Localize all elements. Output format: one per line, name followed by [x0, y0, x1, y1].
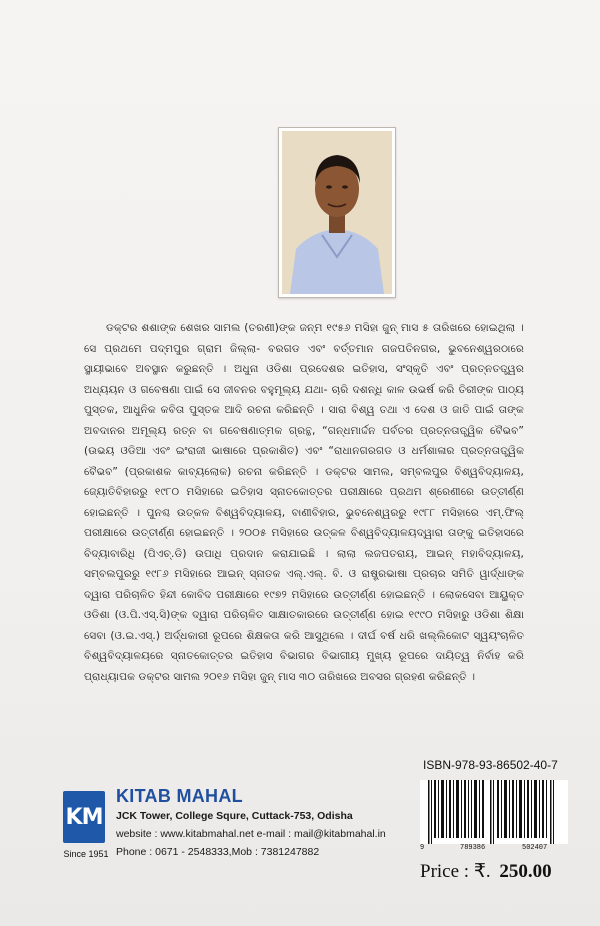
publisher-logo-letters: KM: [65, 804, 103, 830]
author-photo-frame: [278, 127, 396, 298]
price: [420, 860, 552, 883]
publisher-logo: [63, 791, 105, 843]
isbn-label: ISBN-978-93-86502-40-7: [423, 758, 558, 772]
publisher-phone: Phone : 0671 - 2548333,Mob : 7381247882: [116, 846, 320, 858]
barcode-image: [420, 780, 568, 844]
barcode-digit-lead: 9: [420, 844, 425, 852]
publisher-address: JCK Tower, College Squre, Cuttack-753, Odisha: [116, 810, 353, 822]
author-biography: ଡକ୍ଟର ଶଶାଙ୍କ ଶେଖର ସାମଲ (ତରଣୀ)ଙ୍କ ଜନ୍ମ ୧୯୫୬ ମସିହା ଜୁନ୍ ମାସ ୫ ତାରିଖରେ ହୋଇଥିଲା । ସେ ପ୍ରଥମେ ପଦ୍ମପୁର ଗ୍ରାମ ଜିଲ୍ଲା- ବରଗଡ ଏବଂ ବର୍ତ୍ତମାନ ଗଜପତିନଗର, ଭୁବନେଶ୍ୱରଠାରେ ସ୍ଥାୟୀଭାବେ ଅବସ୍ଥାନ କରୁଛନ୍ତି । ଅଧୁନା ଓଡିଶା ପ୍ରଦେଶର ଇତିହାସ, ସଂସ୍କୃତି ଏବଂ ପ୍ରତ୍ନତତ୍ତ୍ୱର ଅଧ୍ୟୟନ ଓ ଗବେଷଣା ପାଇଁ ସେ ଜୀବନର ବହୁମୂଲ୍ୟ ଯଥା- ଚାରି ଦଶନ୍ଧି କାଳ ଉଭର୍ଷ କରି ତିରୀଙ୍କ ପାଠ୍ୟ ପୁସ୍ତକ, ଆଧୁନିକ କବିତା ପୁସ୍ତକ ଆଦି ରଚନା କରିଛନ୍ତି । ସାରା ବିଶ୍ୱ ତଥା ଏ ଦେଶ ଓ ଜାତି ପାଇଁ ତାଙ୍କ ଅବଦାନର ଅମୂଲ୍ୟ ରତ୍ନ ବା ଗବେଷଣାତ୍ମକ ଗ୍ରନ୍ଥ, “ଗନ୍ଧମାର୍ଦ୍ଦନ ପର୍ବତର ପ୍ରତ୍ନତାତ୍ତ୍ୱିକ ବୈଭବ” (ଉଭୟ ଓଡିଆ ଏବଂ ଇଂରାଜୀ ଭାଷାରେ ପ୍ରକାଶିତ) ଏବଂ “ରାଧାନଗରଗଡ ଓ ଧର୍ମଶାଳାର ପ୍ରତ୍ନତାତ୍ତ୍ୱିକ ବୈଭବ” (ପ୍ରକାଶକ କାବ୍ୟଲୋକ) ରଚନା କରିଛନ୍ତି । ଡକ୍ଟର ସାମଲ, ସମ୍ବଲପୁର ବିଶ୍ୱବିଦ୍ୟାଳୟ, ଜ୍ୟୋତିବିହାରରୁ ୧୯୮୦ ମସିହାରେ ଇତିହାସ ସ୍ନାତକୋତ୍ତର ପରୀକ୍ଷାରେ ପ୍ରଥମ ଶ୍ରେଣୀରେ ଉତ୍ତୀର୍ଣ୍ଣ ହୋଇଛନ୍ତି । ପୁନଶ୍ଚ ଉତ୍କଳ ବିଶ୍ୱବିଦ୍ୟାଳୟ, ବାଣୀବିହାର, ଭୁବନେଶ୍ୱରରୁ ୧୯୮୮ ମସିହାରେ ଏମ୍.ଫିଲ୍ ପରୀକ୍ଷାରେ ଉତ୍ତୀର୍ଣ୍ଣ ହୋଇଛନ୍ତି । ୨୦୦୫ ମସିହାରେ ଉତ୍କଳ ବିଶ୍ୱବିଦ୍ୟାଳୟଦ୍ୱାରା ତାଙ୍କୁ ଇତିହାସରେ ବିଦ୍ୟାବାରିଧି (ପିଏଚ୍.ଡି) ଉପାଧି ପ୍ରଦାନ କରାଯାଇଛି । ଲାଲା ଲଜପତରାୟ, ଆଇନ୍ ମହାବିଦ୍ୟାଳୟ, ସମ୍ବଲପୁରରୁ ୧୯୮୬ ମସିହାରେ ଆଇନ୍ ସ୍ନାତକ ଏଲ୍.ଏଲ୍. ବି. ଓ ରାଷ୍ଟ୍ରଭାଷା ପ୍ରଚାର ସମିତି ୱାର୍ଦ୍ଧାଙ୍କ ଦ୍ୱାରା ପରିଚାଳିତ ହିନ୍ଦୀ କୋବିଦ ପରୀକ୍ଷାରେ ୧୯୭୨ ମସିହାରେ ଉତ୍ତୀର୍ଣ୍ଣ ହୋଇଛନ୍ତି । ଲୋକସେବା ଆୟୁକ୍ତ ଓଡିଶା (ଓ.ପି.ଏସ୍.ସି)ଙ୍କ ଦ୍ୱାରା ପରିଚାଳିତ ସାକ୍ଷାତକାରରେ ଉତ୍ତୀର୍ଣ୍ଣ ହୋଇ ୧୯୯୦ ମସିହାରୁ ଓଡିଶା ଶିକ୍ଷା ସେବା (ଓ.ଇ.ଏସ୍.) ଅର୍ଦ୍ଧକାରୀ ରୂପରେ ଶିକ୍ଷକତା କରି ଆସୁଥିଲେ । ଦୀର୍ଘ ବର୍ଷ ଧରି ଖଲ୍ଲିକୋଟ ସ୍ୱୟଂଚାଳିତ ବିଶ୍ୱବିଦ୍ୟାଳୟରେ ସ୍ନାତକୋତ୍ତର ଇତିହାସ ବିଭାଗର ବିଭାଗୀୟ ମୁଖ୍ୟ ରୂପରେ ଦାୟିତ୍ୱ ନିର୍ବାହ କରି ପ୍ରାଧ୍ୟାପକ ଡକ୍ଟର ସାମଲ ୨୦୧୬ ମସିହା ଜୁନ୍ ମାସ ୩୦ ତାରିଖରେ ଅବସର ଗ୍ରହଣ କରିଛନ୍ତି ।: [84, 322, 524, 683]
price-label: Price : ₹.: [420, 861, 491, 882]
author-portrait-image: [282, 131, 392, 294]
publisher-name: KITAB MAHAL: [116, 786, 243, 806]
price-amount: 250.00: [499, 861, 552, 882]
publisher-since: Since 1951: [63, 849, 109, 859]
author-photo: [282, 131, 392, 294]
barcode-digit-left-group: 789386: [460, 844, 486, 852]
barcode-digit-right-group: 502407: [522, 844, 548, 852]
barcode-digits: [420, 844, 568, 856]
publisher-web-email: website : www.kitabmahal.net e-mail : mail@kitabmahal.in: [116, 828, 386, 840]
isbn-barcode: [420, 780, 568, 858]
